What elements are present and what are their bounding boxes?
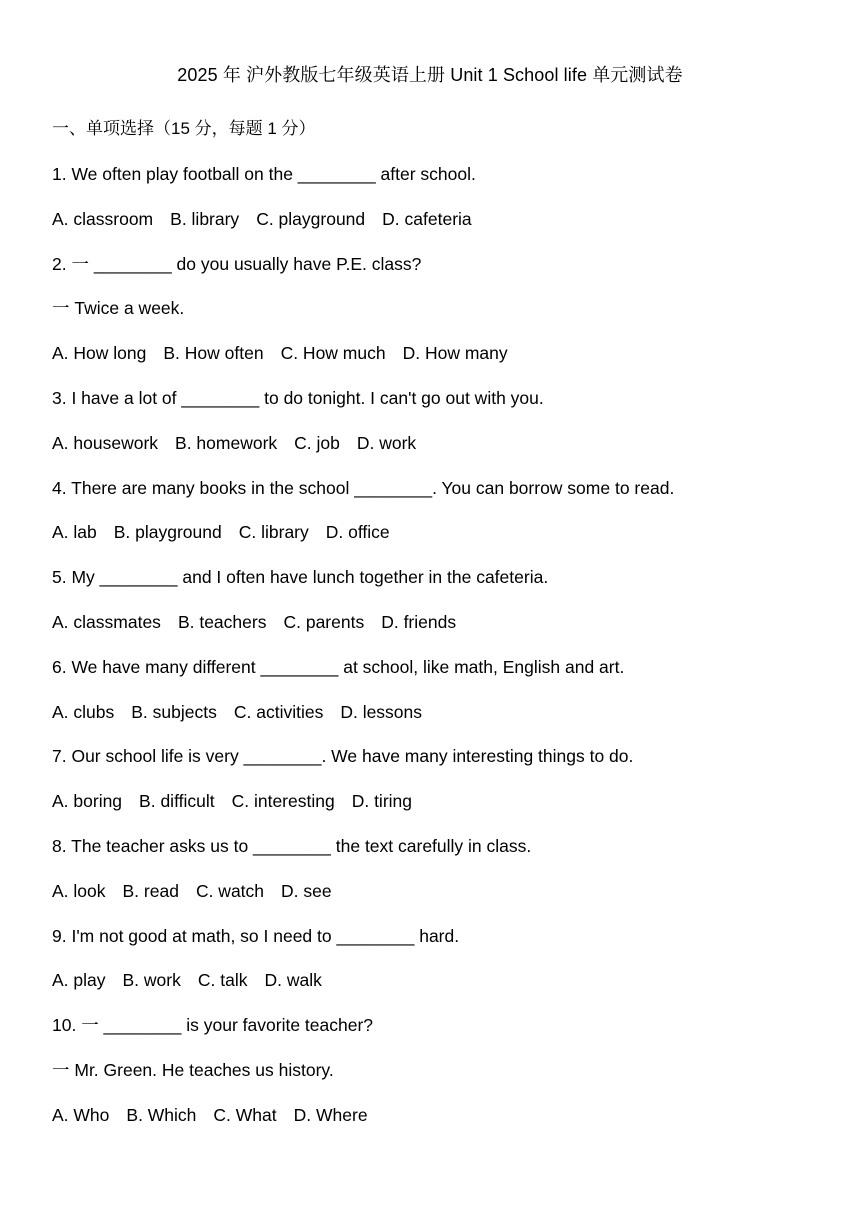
answer-options <box>52 340 812 385</box>
answer-option: C. What <box>213 1104 277 1125</box>
answer-option: A. play <box>52 970 106 991</box>
answer-option: C. parents <box>283 611 365 632</box>
question-list <box>52 161 812 1147</box>
question-stem: 4. There are many books in the school ________. You can borrow some to read. <box>52 477 675 498</box>
answer-option: D. friends <box>381 611 457 632</box>
answer-option: C. activities <box>233 701 324 722</box>
question-stem: 6. We have many different ________ at school, like math, English and art. <box>52 656 625 677</box>
answer-option: D. office <box>325 522 390 543</box>
answer-option: C. talk <box>197 970 248 991</box>
answer-option: D. lessons <box>340 701 423 722</box>
answer-option: B. work <box>122 970 181 991</box>
question-stem: 3. I have a lot of ________ to do tonight. I can't go out with you. <box>52 387 544 408</box>
answer-option: A. clubs <box>52 701 115 722</box>
answer-option: A. lab <box>52 522 97 543</box>
answer-option: B. difficult <box>139 791 215 812</box>
answer-options <box>52 609 812 654</box>
document-title: 2025 年 沪外教版七年级英语上册 Unit 1 School life 单元测试卷 <box>177 65 683 85</box>
answer-option: D. cafeteria <box>382 208 472 229</box>
answer-option: D. walk <box>264 970 322 991</box>
answer-options <box>52 1102 812 1147</box>
answer-option: A. look <box>52 880 106 901</box>
answer-options <box>52 967 812 1012</box>
answer-options <box>52 206 812 251</box>
answer-option: B. teachers <box>177 611 267 632</box>
section-heading: 一、单项选择（15 分，每题 1 分） <box>52 119 316 138</box>
answer-option: D. tiring <box>351 791 412 812</box>
answer-option: B. library <box>170 208 240 229</box>
answer-option: C. playground <box>256 208 366 229</box>
answer-option: A. Who <box>52 1104 110 1125</box>
answer-option: C. job <box>294 432 340 453</box>
answer-option: C. interesting <box>231 791 335 812</box>
answer-option: B. playground <box>113 522 222 543</box>
question-stem: 10. 一 ________ is your favorite teacher? <box>52 1015 374 1036</box>
answer-option: C. How much <box>280 343 386 364</box>
answer-options <box>52 519 812 564</box>
answer-option: A. housework <box>52 432 159 453</box>
question-stem: 2. 一 ________ do you usually have P.E. class? <box>52 253 422 274</box>
answer-option: D. How many <box>402 343 508 364</box>
answer-option: B. How often <box>163 343 264 364</box>
answer-options <box>52 699 812 744</box>
question-stem: 1. We often play football on the ________ after school. <box>52 164 476 184</box>
answer-option: B. subjects <box>131 701 217 722</box>
answer-option: A. How long <box>52 343 147 364</box>
answer-option: B. Which <box>126 1104 197 1125</box>
question-response: 一 Twice a week. <box>52 298 185 319</box>
answer-option: D. see <box>281 880 332 901</box>
answer-options <box>52 788 812 833</box>
answer-option: A. classroom <box>52 208 154 229</box>
answer-options <box>52 878 812 923</box>
question-response: 一 Mr. Green. He teaches us history. <box>52 1059 334 1080</box>
answer-option: A. classmates <box>52 611 161 632</box>
answer-option: D. work <box>356 432 417 453</box>
answer-option: B. homework <box>175 432 278 453</box>
answer-option: A. boring <box>52 791 123 812</box>
question-stem: 5. My ________ and I often have lunch together in the cafeteria. <box>52 567 549 588</box>
question-stem: 9. I'm not good at math, so I need to ________ hard. <box>52 925 460 946</box>
question-stem: 8. The teacher asks us to ________ the text carefully in class. <box>52 835 532 856</box>
question-stem: 7. Our school life is very ________. We have many interesting things to do. <box>52 746 634 767</box>
answer-option: D. Where <box>293 1104 368 1125</box>
answer-option: B. read <box>122 880 179 901</box>
answer-options <box>52 430 812 475</box>
answer-option: C. watch <box>195 880 265 901</box>
answer-option: C. library <box>238 522 309 543</box>
